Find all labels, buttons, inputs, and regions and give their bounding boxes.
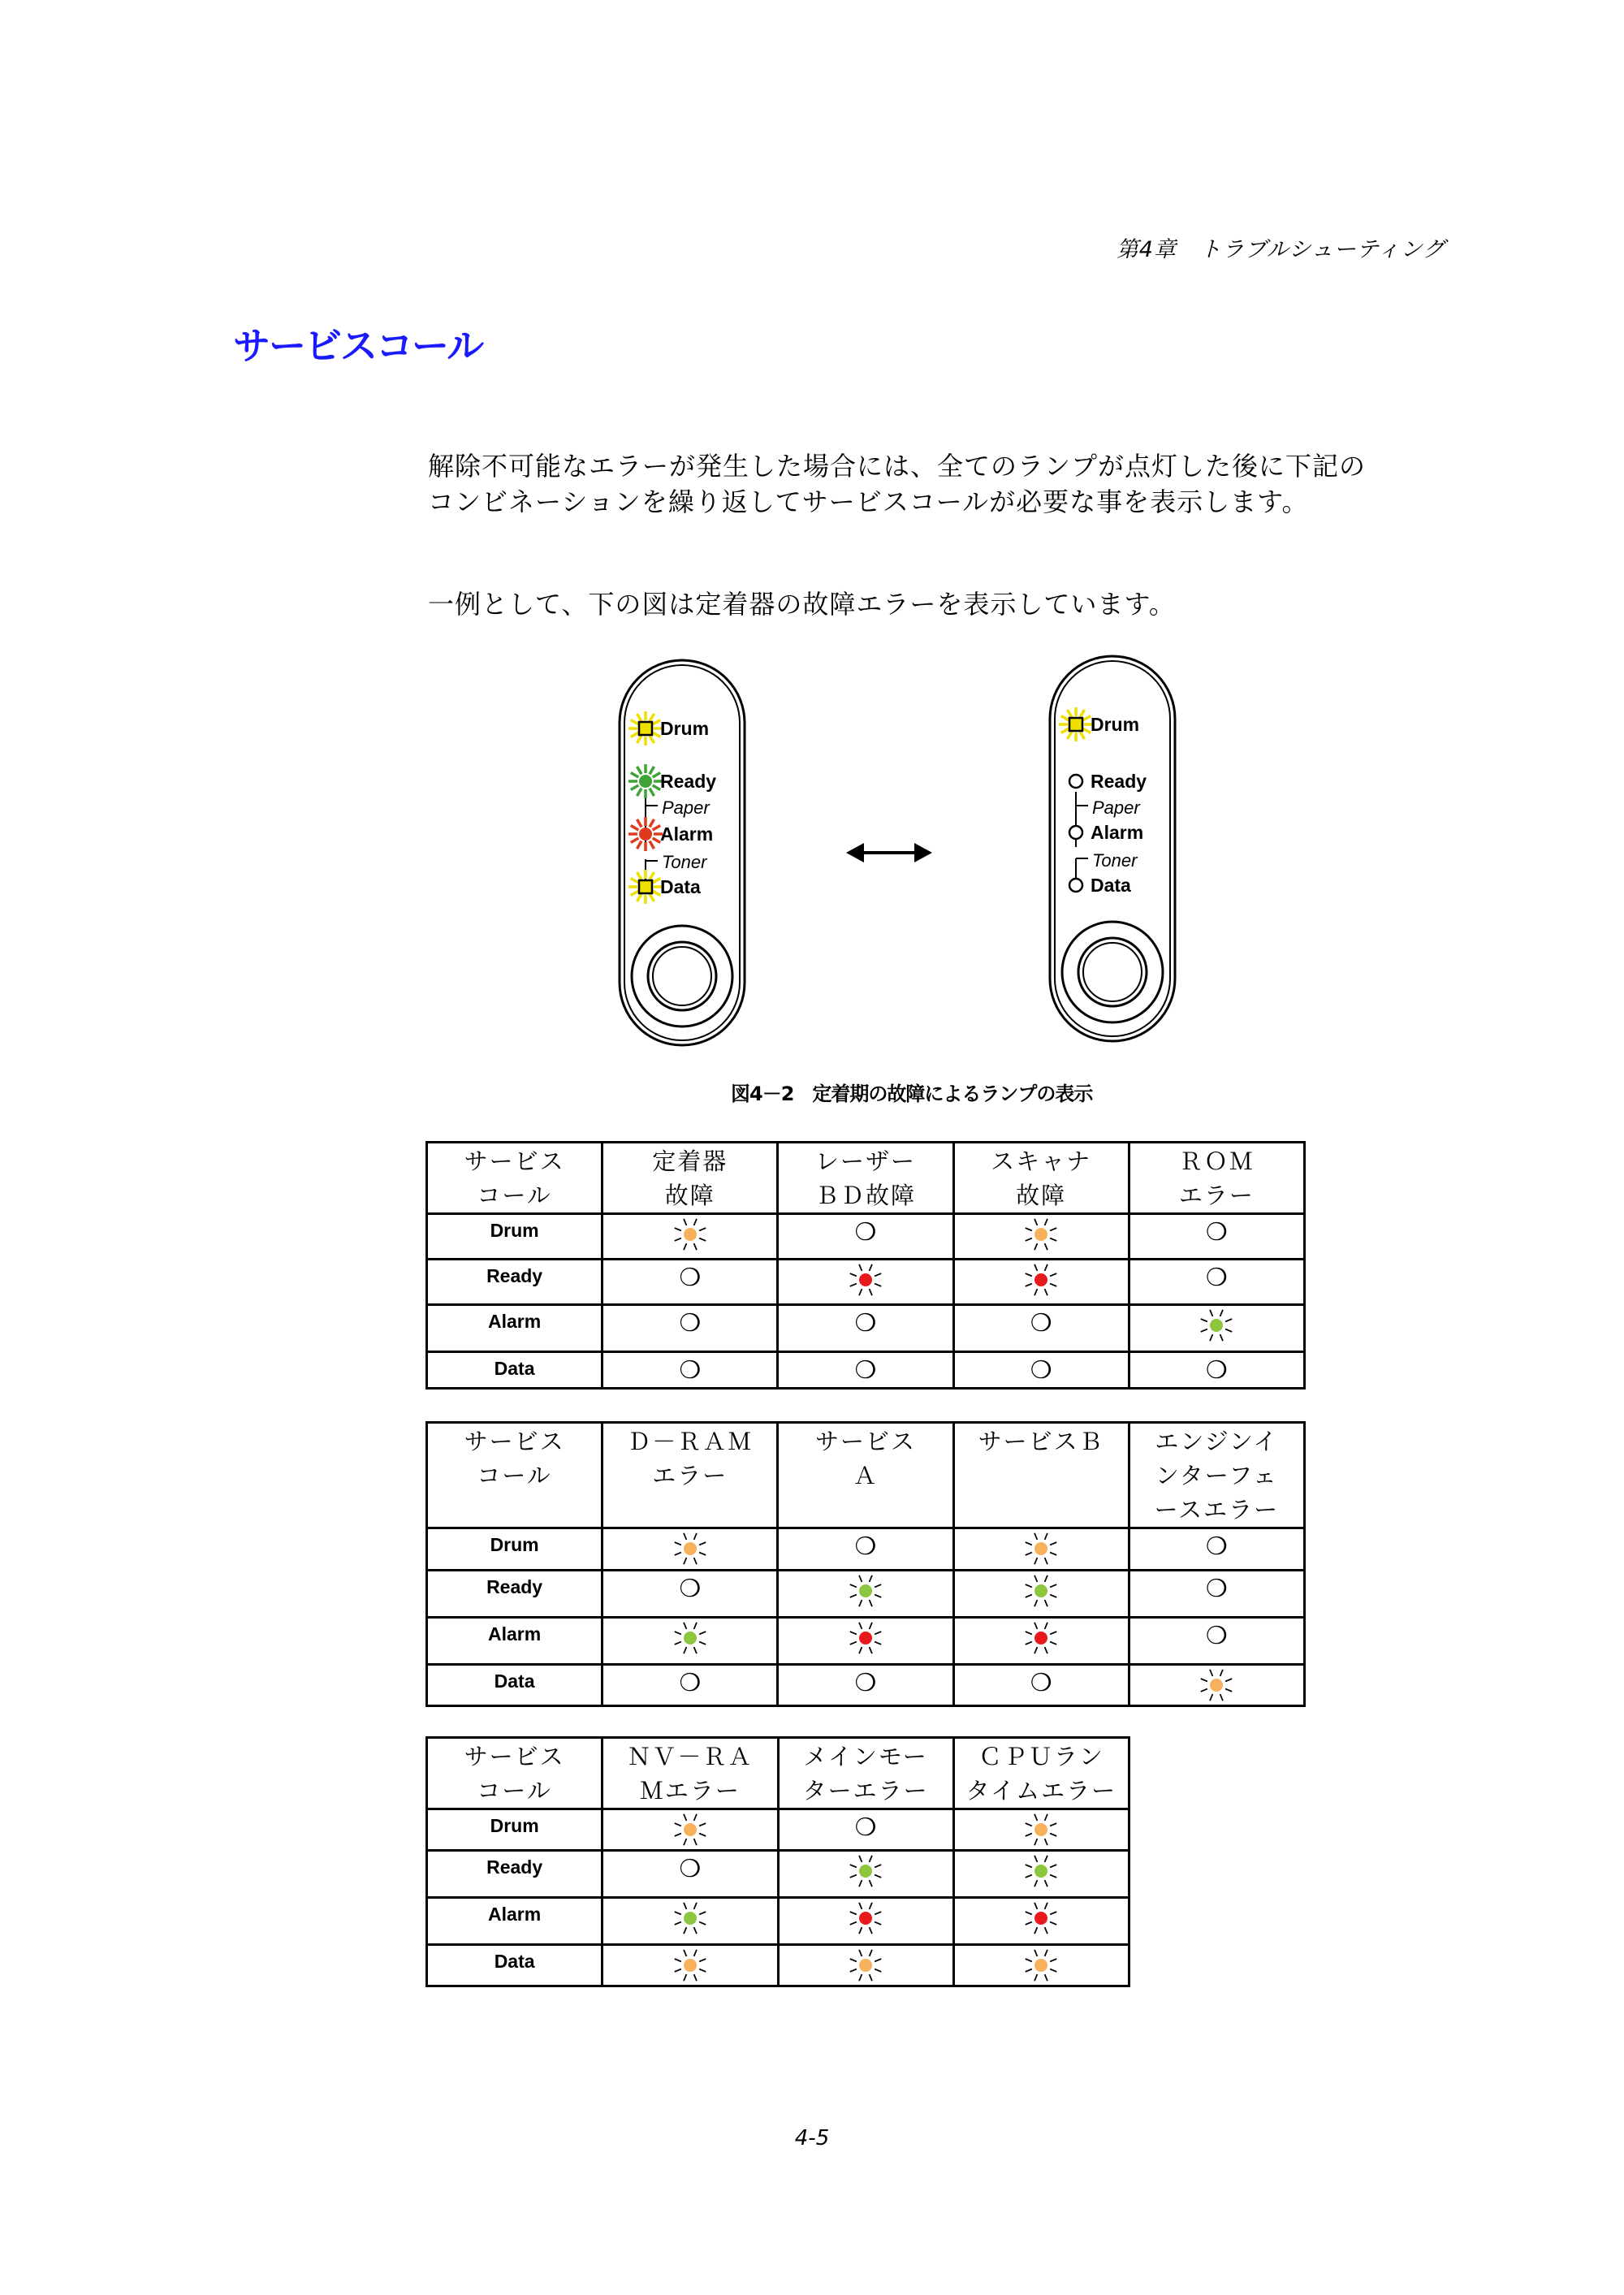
header-line: タイムエラー bbox=[965, 1777, 1117, 1804]
lamp-on-cell bbox=[778, 1571, 953, 1618]
lamp-off-icon: ❍ bbox=[679, 1669, 702, 1697]
header-line: 定着器 bbox=[652, 1148, 728, 1175]
lamp-off-icon: ❍ bbox=[679, 1855, 702, 1883]
header-line: サービス bbox=[464, 1148, 565, 1175]
header-line: エラー bbox=[1178, 1182, 1255, 1209]
lamp-blink-orange-icon bbox=[671, 1529, 710, 1568]
panel-label-toner: Toner bbox=[1092, 850, 1138, 871]
lamp-on-cell bbox=[778, 1851, 953, 1898]
panel-label-paper: Paper bbox=[662, 797, 710, 818]
table-corner-header bbox=[427, 1738, 603, 1809]
lamp-off-cell bbox=[1129, 1260, 1304, 1305]
panel-label-toner: Toner bbox=[662, 852, 707, 872]
table-row bbox=[427, 1214, 1305, 1260]
lamp-blink-green-icon bbox=[1021, 1852, 1060, 1891]
header-line: Ａ bbox=[853, 1462, 879, 1489]
lamp-blink-orange-icon bbox=[846, 1946, 885, 1985]
table-row bbox=[427, 1851, 1129, 1898]
table-header-row bbox=[427, 1423, 1305, 1528]
column-header bbox=[778, 1738, 953, 1809]
header-line: サービスＢ bbox=[978, 1428, 1104, 1455]
lamp-on-cell bbox=[1129, 1305, 1304, 1352]
lamp-off-cell bbox=[778, 1214, 953, 1260]
header-line: メインモー bbox=[803, 1743, 928, 1770]
lamp-blink-orange-icon bbox=[671, 1946, 710, 1985]
header-line: ターエラー bbox=[802, 1777, 929, 1804]
row-label: Drum bbox=[427, 1528, 603, 1571]
lamp-off-icon: ❍ bbox=[679, 1309, 702, 1338]
lamp-blink-red-icon bbox=[846, 1899, 885, 1938]
column-header bbox=[953, 1423, 1129, 1528]
service-call-table-1 bbox=[425, 1141, 1306, 1390]
lamp-on-cell bbox=[778, 1898, 953, 1945]
drum-lamp-lit-icon bbox=[1059, 707, 1093, 741]
lamp-on-cell bbox=[603, 1618, 778, 1665]
section-title: サービスコール bbox=[233, 324, 483, 368]
lamp-on-cell bbox=[953, 1571, 1129, 1618]
header-line: コール bbox=[477, 1462, 552, 1489]
lamp-on-cell bbox=[953, 1851, 1129, 1898]
table-header-row bbox=[427, 1738, 1129, 1809]
table-row bbox=[427, 1260, 1305, 1305]
chapter-header: 第4章 トラブルシューティング bbox=[1116, 237, 1445, 262]
row-label: Data bbox=[427, 1945, 603, 1986]
table-row bbox=[427, 1305, 1305, 1352]
lamp-off-cell bbox=[953, 1352, 1129, 1389]
lamp-off-icon: ❍ bbox=[1205, 1532, 1228, 1561]
lamp-off-icon: ❍ bbox=[1205, 1218, 1228, 1247]
alarm-lamp-off-icon bbox=[1069, 826, 1082, 839]
row-label: Alarm bbox=[427, 1898, 603, 1945]
lamp-on-cell bbox=[1129, 1665, 1304, 1706]
lamp-blink-red-icon bbox=[1021, 1260, 1060, 1299]
header-line: サービス bbox=[814, 1428, 916, 1455]
lamp-off-icon: ❍ bbox=[1205, 1264, 1228, 1292]
lamp-blink-orange-icon bbox=[671, 1215, 710, 1254]
lamp-blink-green-icon bbox=[1197, 1306, 1236, 1345]
row-label: Ready bbox=[427, 1851, 603, 1898]
lamp-off-cell bbox=[778, 1809, 953, 1851]
intro-line-1: 解除不可能なエラーが発生した場合には、全てのランプが点灯した後に下記の bbox=[428, 451, 1367, 482]
column-header bbox=[603, 1143, 778, 1214]
lamp-off-icon: ❍ bbox=[1030, 1669, 1052, 1697]
table-row bbox=[427, 1352, 1305, 1389]
lamp-off-icon: ❍ bbox=[1030, 1356, 1052, 1385]
column-header bbox=[603, 1738, 778, 1809]
header-line: 故障 bbox=[664, 1182, 715, 1209]
lamp-off-cell bbox=[1129, 1214, 1304, 1260]
alarm-lamp-lit-icon bbox=[628, 817, 663, 851]
panel-label-ready: Ready bbox=[660, 771, 717, 792]
lamp-blink-orange-icon bbox=[1197, 1666, 1236, 1705]
lamp-on-cell bbox=[778, 1618, 953, 1665]
lamp-off-icon: ❍ bbox=[854, 1669, 877, 1697]
header-line: ースエラー bbox=[1154, 1496, 1280, 1524]
header-line: コール bbox=[477, 1182, 552, 1209]
lamp-blink-green-icon bbox=[671, 1899, 710, 1938]
lamp-blink-red-icon bbox=[1021, 1899, 1060, 1938]
row-label: Ready bbox=[427, 1260, 603, 1305]
lamp-off-icon: ❍ bbox=[679, 1575, 702, 1603]
lamp-on-cell bbox=[778, 1945, 953, 1986]
lamp-off-cell bbox=[953, 1665, 1129, 1706]
row-label: Data bbox=[427, 1665, 603, 1706]
header-line: ＢＤ故障 bbox=[814, 1182, 916, 1209]
panel-label-drum: Drum bbox=[1091, 714, 1140, 735]
lamp-off-cell bbox=[778, 1352, 953, 1389]
lamp-on-cell bbox=[603, 1528, 778, 1571]
lamp-blink-green-icon bbox=[846, 1571, 885, 1610]
row-label: Ready bbox=[427, 1571, 603, 1618]
lamp-off-cell bbox=[603, 1260, 778, 1305]
header-line: 故障 bbox=[1016, 1182, 1067, 1209]
column-header bbox=[953, 1738, 1129, 1809]
table-row bbox=[427, 1945, 1129, 1986]
table-corner-header bbox=[427, 1143, 603, 1214]
lamp-off-cell bbox=[953, 1305, 1129, 1352]
lamp-on-cell bbox=[953, 1528, 1129, 1571]
row-label: Alarm bbox=[427, 1305, 603, 1352]
right-printer-panel bbox=[1043, 654, 1181, 1052]
header-line: Ｄ－ＲＡＭ bbox=[627, 1428, 754, 1455]
table-row bbox=[427, 1665, 1305, 1706]
page-number: 4-5 bbox=[794, 2126, 830, 2150]
drum-lamp-lit-icon bbox=[628, 711, 663, 746]
table-row bbox=[427, 1618, 1305, 1665]
header-line: レーザー bbox=[814, 1148, 916, 1175]
lamp-off-icon: ❍ bbox=[854, 1813, 877, 1842]
lamp-on-cell bbox=[953, 1214, 1129, 1260]
panel-label-data: Data bbox=[660, 876, 701, 897]
lamp-blink-orange-icon bbox=[1021, 1215, 1060, 1254]
lamp-on-cell bbox=[603, 1809, 778, 1851]
lamp-off-icon: ❍ bbox=[854, 1356, 877, 1385]
header-line: ＮＶ－ＲＡ bbox=[627, 1743, 754, 1770]
lamp-off-cell bbox=[778, 1528, 953, 1571]
lamp-blink-red-icon bbox=[1021, 1619, 1060, 1658]
header-line: Ｍエラー bbox=[639, 1777, 741, 1804]
lamp-on-cell bbox=[603, 1214, 778, 1260]
panel-label-paper: Paper bbox=[1092, 797, 1140, 818]
lamp-on-cell bbox=[953, 1618, 1129, 1665]
column-header bbox=[778, 1143, 953, 1214]
lamp-off-icon: ❍ bbox=[854, 1309, 877, 1338]
intro-paragraph bbox=[428, 448, 1366, 520]
lamp-on-cell bbox=[603, 1898, 778, 1945]
lamp-on-cell bbox=[953, 1898, 1129, 1945]
service-call-table-3 bbox=[425, 1736, 1130, 1987]
lamp-off-icon: ❍ bbox=[679, 1264, 702, 1292]
left-printer-panel bbox=[613, 654, 751, 1052]
lamp-off-cell bbox=[1129, 1352, 1304, 1389]
lamp-off-icon: ❍ bbox=[854, 1218, 877, 1247]
table-row bbox=[427, 1528, 1305, 1571]
column-header bbox=[953, 1143, 1129, 1214]
table-corner-header bbox=[427, 1423, 603, 1528]
table-header-row bbox=[427, 1143, 1305, 1214]
row-label: Alarm bbox=[427, 1618, 603, 1665]
double-arrow-icon bbox=[844, 836, 934, 869]
row-label: Data bbox=[427, 1352, 603, 1389]
header-line: コール bbox=[477, 1777, 552, 1804]
lamp-off-icon: ❍ bbox=[1205, 1575, 1228, 1603]
lamp-on-cell bbox=[603, 1945, 778, 1986]
service-call-table-2 bbox=[425, 1421, 1306, 1707]
column-header bbox=[603, 1423, 778, 1528]
header-line: エラー bbox=[652, 1462, 728, 1489]
lamp-off-cell bbox=[603, 1352, 778, 1389]
ready-lamp-off-icon bbox=[1069, 775, 1082, 788]
header-line: ＣＰＵラン bbox=[978, 1743, 1104, 1770]
panel-label-alarm: Alarm bbox=[1091, 822, 1144, 843]
header-line: エンジンイ bbox=[1155, 1428, 1279, 1455]
panel-label-alarm: Alarm bbox=[660, 823, 714, 845]
intro-line-2: コンビネーションを繰り返してサービスコールが必要な事を表示します。 bbox=[428, 486, 1309, 517]
lamp-blink-orange-icon bbox=[1021, 1946, 1060, 1985]
lamp-off-icon: ❍ bbox=[1205, 1356, 1228, 1385]
lamp-off-cell bbox=[778, 1305, 953, 1352]
panel-label-drum: Drum bbox=[660, 718, 710, 739]
row-label: Drum bbox=[427, 1214, 603, 1260]
header-line: サービス bbox=[464, 1428, 565, 1455]
lamp-off-cell bbox=[778, 1665, 953, 1706]
lamp-off-icon: ❍ bbox=[1205, 1622, 1228, 1650]
lamp-blink-orange-icon bbox=[1021, 1810, 1060, 1849]
lamp-on-cell bbox=[953, 1809, 1129, 1851]
row-label: Drum bbox=[427, 1809, 603, 1851]
data-lamp-lit-icon bbox=[628, 870, 663, 904]
header-line: サービス bbox=[464, 1743, 565, 1770]
lamp-off-cell bbox=[603, 1305, 778, 1352]
figure-caption: 図4－2 定着期の故障によるランプの表示 bbox=[731, 1083, 1093, 1105]
lamp-blink-red-icon bbox=[846, 1260, 885, 1299]
header-line: スキャナ bbox=[991, 1148, 1092, 1175]
example-paragraph: 一例として、下の図は定着器の故障エラーを表示しています。 bbox=[428, 589, 1176, 620]
lamp-off-cell bbox=[1129, 1528, 1304, 1571]
lamp-blink-orange-icon bbox=[1021, 1529, 1060, 1568]
table-row bbox=[427, 1571, 1305, 1618]
lamp-blink-green-icon bbox=[846, 1852, 885, 1891]
table-row bbox=[427, 1898, 1129, 1945]
lamp-off-cell bbox=[603, 1665, 778, 1706]
lamp-off-cell bbox=[1129, 1571, 1304, 1618]
lamp-off-icon: ❍ bbox=[679, 1356, 702, 1385]
lamp-on-cell bbox=[778, 1260, 953, 1305]
panel-label-ready: Ready bbox=[1091, 771, 1147, 792]
header-line: ンターフェ bbox=[1155, 1462, 1278, 1489]
lamp-blink-green-icon bbox=[1021, 1571, 1060, 1610]
table-row bbox=[427, 1809, 1129, 1851]
ready-lamp-lit-icon bbox=[628, 764, 663, 798]
data-lamp-off-icon bbox=[1069, 879, 1082, 892]
lamp-on-cell bbox=[953, 1945, 1129, 1986]
lamp-blink-red-icon bbox=[846, 1619, 885, 1658]
header-line: ＲＯＭ bbox=[1178, 1148, 1255, 1175]
lamp-off-cell bbox=[1129, 1618, 1304, 1665]
lamp-off-icon: ❍ bbox=[1030, 1309, 1052, 1338]
lamp-off-cell bbox=[603, 1571, 778, 1618]
column-header bbox=[1129, 1423, 1304, 1528]
lamp-blink-orange-icon bbox=[671, 1810, 710, 1849]
lamp-blink-green-icon bbox=[671, 1619, 710, 1658]
column-header bbox=[778, 1423, 953, 1528]
column-header bbox=[1129, 1143, 1304, 1214]
panel-label-data: Data bbox=[1091, 875, 1131, 896]
lamp-on-cell bbox=[953, 1260, 1129, 1305]
lamp-off-icon: ❍ bbox=[854, 1532, 877, 1561]
lamp-off-cell bbox=[603, 1851, 778, 1898]
